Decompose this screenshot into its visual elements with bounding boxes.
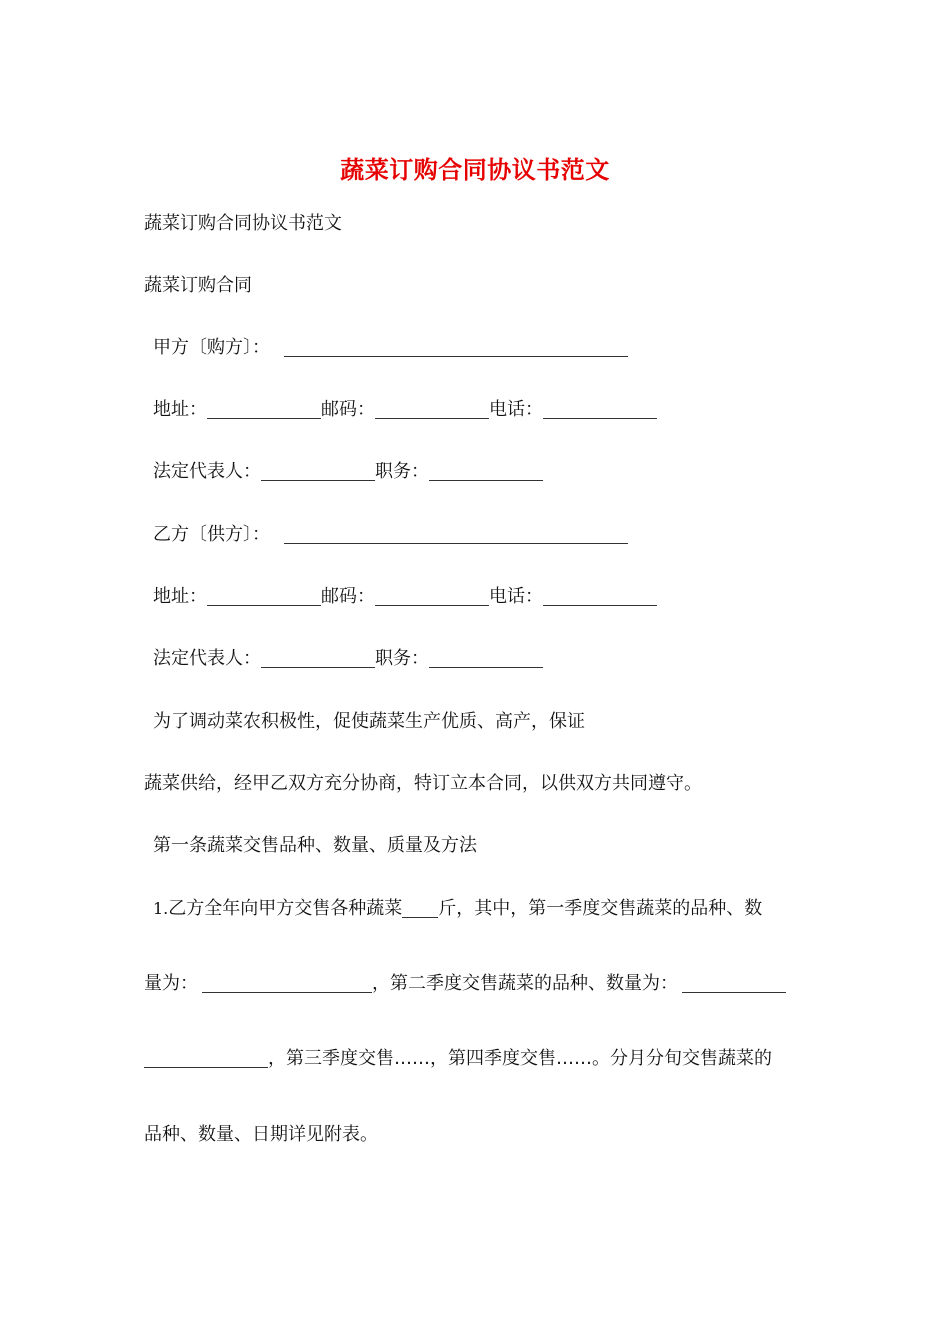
item-1-line-2 [144, 972, 786, 996]
party-b-blank [284, 525, 628, 544]
phone-blank [543, 400, 657, 419]
legal-rep-label: 法定代表人： [153, 461, 261, 482]
phone-label: 电话： [489, 399, 543, 420]
item-1-text-b: 斤，其中，第一季度交售蔬菜的品种、数 [438, 898, 763, 919]
q1-blank [202, 974, 372, 993]
contract-name: 蔬菜订购合同 [144, 275, 252, 296]
item-1-line-1 [153, 897, 762, 921]
party-b-label: 乙方〔供方〕： [153, 524, 270, 545]
party-a-row [153, 336, 628, 360]
document-title: 蔬菜订购合同协议书范文 [340, 155, 610, 184]
q2-blank [682, 974, 786, 993]
item-1-line-3 [144, 1047, 772, 1071]
party-b-row [153, 523, 628, 547]
item-1-line-4: 品种、数量、日期详见附表。 [144, 1124, 378, 1145]
legal-rep-label: 法定代表人： [153, 648, 261, 669]
item-1-text-a: 乙方全年向甲方交售各种蔬菜 [168, 898, 403, 919]
item-1-line-3-text: ，第三季度交售……，第四季度交售……。分月分旬交售蔬菜的 [268, 1048, 772, 1069]
legal-rep-blank [261, 462, 375, 481]
total-quantity-blank [402, 899, 438, 918]
party-a-label: 甲方〔购方〕： [153, 337, 270, 358]
position-label: 职务： [375, 648, 429, 669]
q2-blank-continued [144, 1049, 268, 1068]
legal-rep-blank [261, 649, 375, 668]
address-label: 地址： [153, 586, 207, 607]
postcode-label: 邮码： [321, 399, 375, 420]
item-number: 1. [153, 899, 169, 918]
intro-line-2: 蔬菜供给，经甲乙双方充分协商，特订立本合同，以供双方共同遵守。 [144, 773, 702, 794]
intro-line-1: 为了调动菜农积极性，促使蔬菜生产优质、高产，保证 [153, 711, 585, 732]
address-blank [207, 400, 321, 419]
item-1-line-2-a: 量为： [144, 973, 198, 994]
postcode-blank [375, 587, 489, 606]
phone-label: 电话： [489, 586, 543, 607]
postcode-blank [375, 400, 489, 419]
party-a-blank [284, 338, 628, 357]
position-label: 职务： [375, 461, 429, 482]
party-a-rep-row [153, 460, 543, 484]
subtitle: 蔬菜订购合同协议书范文 [144, 213, 342, 234]
party-b-address-row [153, 585, 657, 609]
phone-blank [543, 587, 657, 606]
item-1-line-2-b: ，第二季度交售蔬菜的品种、数量为： [372, 973, 678, 994]
address-blank [207, 587, 321, 606]
position-blank [429, 649, 543, 668]
position-blank [429, 462, 543, 481]
article-1-title: 第一条蔬菜交售品种、数量、质量及方法 [153, 835, 477, 856]
party-a-address-row [153, 398, 657, 422]
party-b-rep-row [153, 647, 543, 671]
postcode-label: 邮码： [321, 586, 375, 607]
address-label: 地址： [153, 399, 207, 420]
